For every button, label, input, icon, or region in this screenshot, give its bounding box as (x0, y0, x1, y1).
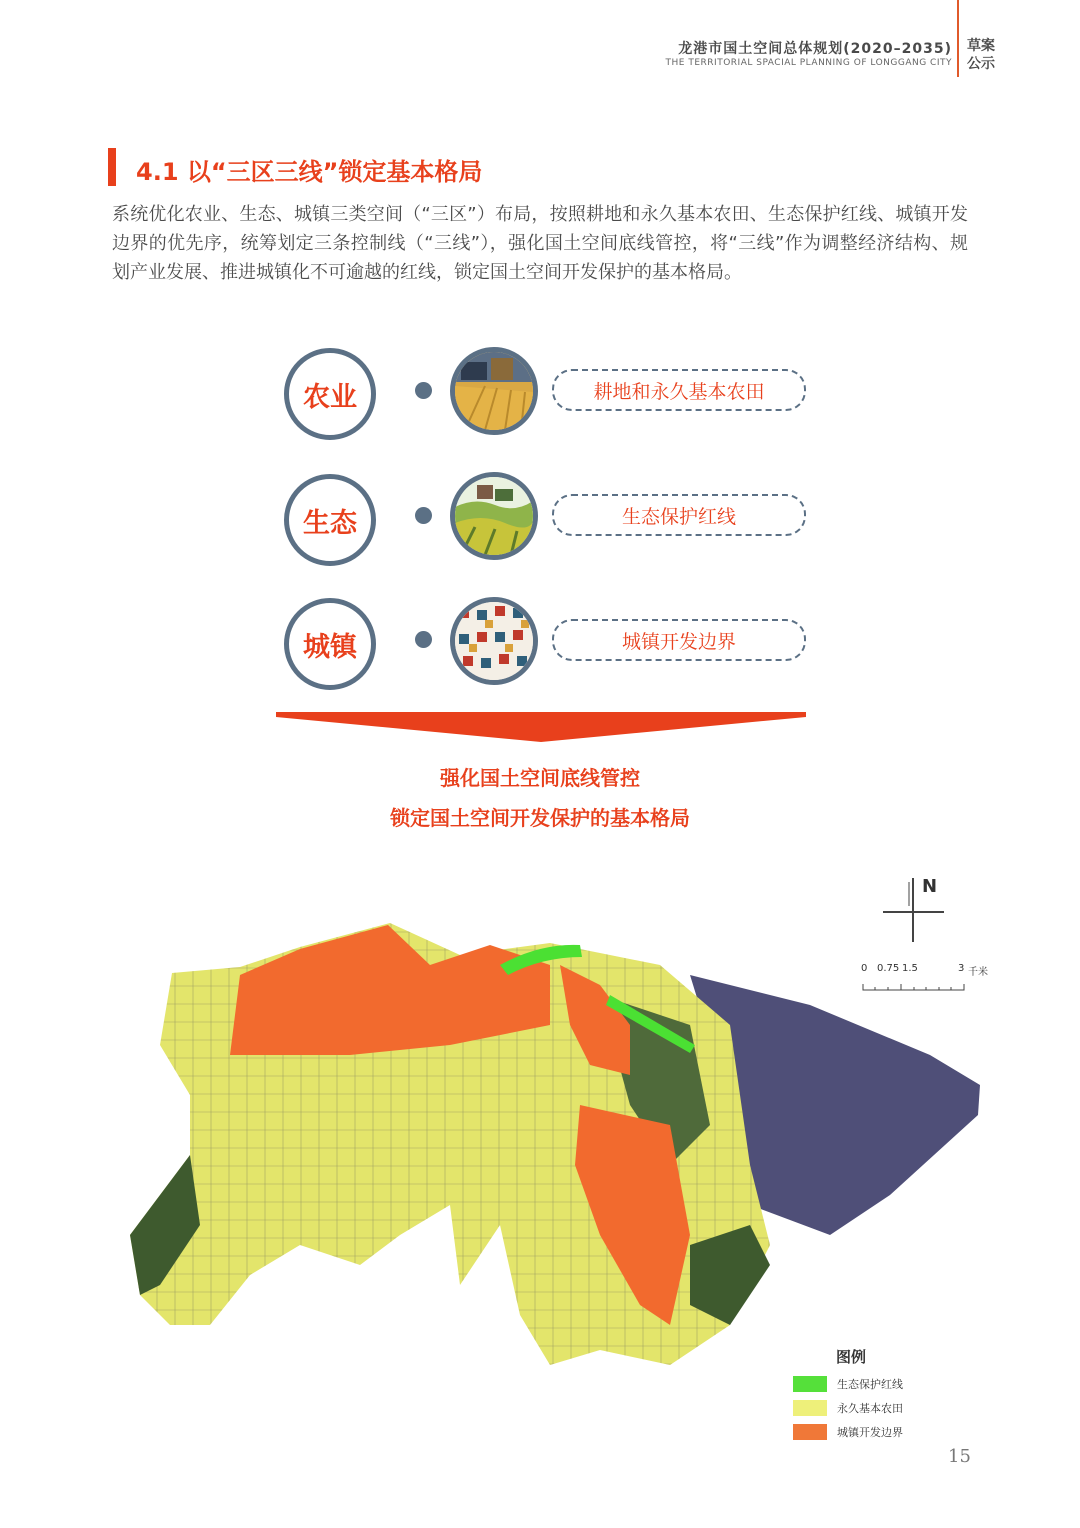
zone-circle-ecology: 生态 (284, 474, 376, 566)
page-number: 15 (948, 1446, 971, 1467)
scale-tick-15: 1.5 (902, 963, 918, 974)
scale-tick-075: 0.75 (877, 963, 900, 974)
north-label: N (922, 876, 938, 897)
connector-dot (415, 507, 432, 524)
document-title: 龙港市国土空间总体规划(2020–2035) (678, 41, 952, 57)
control-line-ecology: 生态保护红线 (552, 494, 806, 536)
zone-circle-town: 城镇 (284, 598, 376, 690)
connector-dot (415, 382, 432, 399)
document-subtitle: THE TERRITORIAL SPACIAL PLANNING OF LONGGANG CITY (665, 58, 952, 68)
scale-tick-3: 3 (958, 963, 965, 974)
scale-unit: 千米 (968, 967, 988, 978)
draft-tag-line2: 公示 (967, 56, 995, 72)
section-marker (108, 148, 116, 186)
town-photo-icon (450, 597, 538, 685)
north-arrow-icon (880, 876, 950, 946)
connector-dot (415, 631, 432, 648)
legend-swatch (793, 1424, 827, 1440)
legend-swatch (793, 1400, 827, 1416)
farmland-photo-icon (450, 347, 538, 435)
ecology-photo-icon (450, 472, 538, 560)
header-divider (957, 0, 959, 77)
legend-label: 生态保护红线 (837, 1378, 903, 1391)
legend-item-town (793, 1423, 903, 1441)
legend-title: 图例 (836, 1348, 867, 1366)
control-line-town: 城镇开发边界 (552, 619, 806, 661)
scale-tick-0: 0 (861, 963, 868, 974)
draft-tag-line1: 草案 (967, 38, 995, 54)
zone-circle-agriculture: 农业 (284, 348, 376, 440)
down-arrow-icon (276, 712, 806, 742)
section-title: 4.1 以“三区三线”锁定基本格局 (136, 158, 483, 186)
control-line-farmland: 耕地和永久基本农田 (552, 369, 806, 411)
conclusion-line2: 锁定国土空间开发保护的基本格局 (390, 806, 690, 830)
legend-item-ecology (793, 1375, 903, 1393)
legend-label: 永久基本农田 (837, 1402, 903, 1415)
legend-item-farmland (793, 1399, 903, 1417)
legend-swatch (793, 1376, 827, 1392)
legend-label: 城镇开发边界 (837, 1426, 903, 1439)
draft-tag (967, 37, 995, 73)
intro-paragraph: 系统优化农业、生态、城镇三类空间（“三区”）布局，按照耕地和永久基本农田、生态保护红线、城镇开发边界的优先序，统筹划定三条控制线（“三线”），强化国土空间底线管控，将“三线”作为调整经济结构、规划产业发展、推进城镇化不可逾越的红线，锁定国土空间开发保护的基本格局。 (112, 204, 968, 283)
conclusion-line1: 强化国土空间底线管控 (440, 766, 640, 790)
